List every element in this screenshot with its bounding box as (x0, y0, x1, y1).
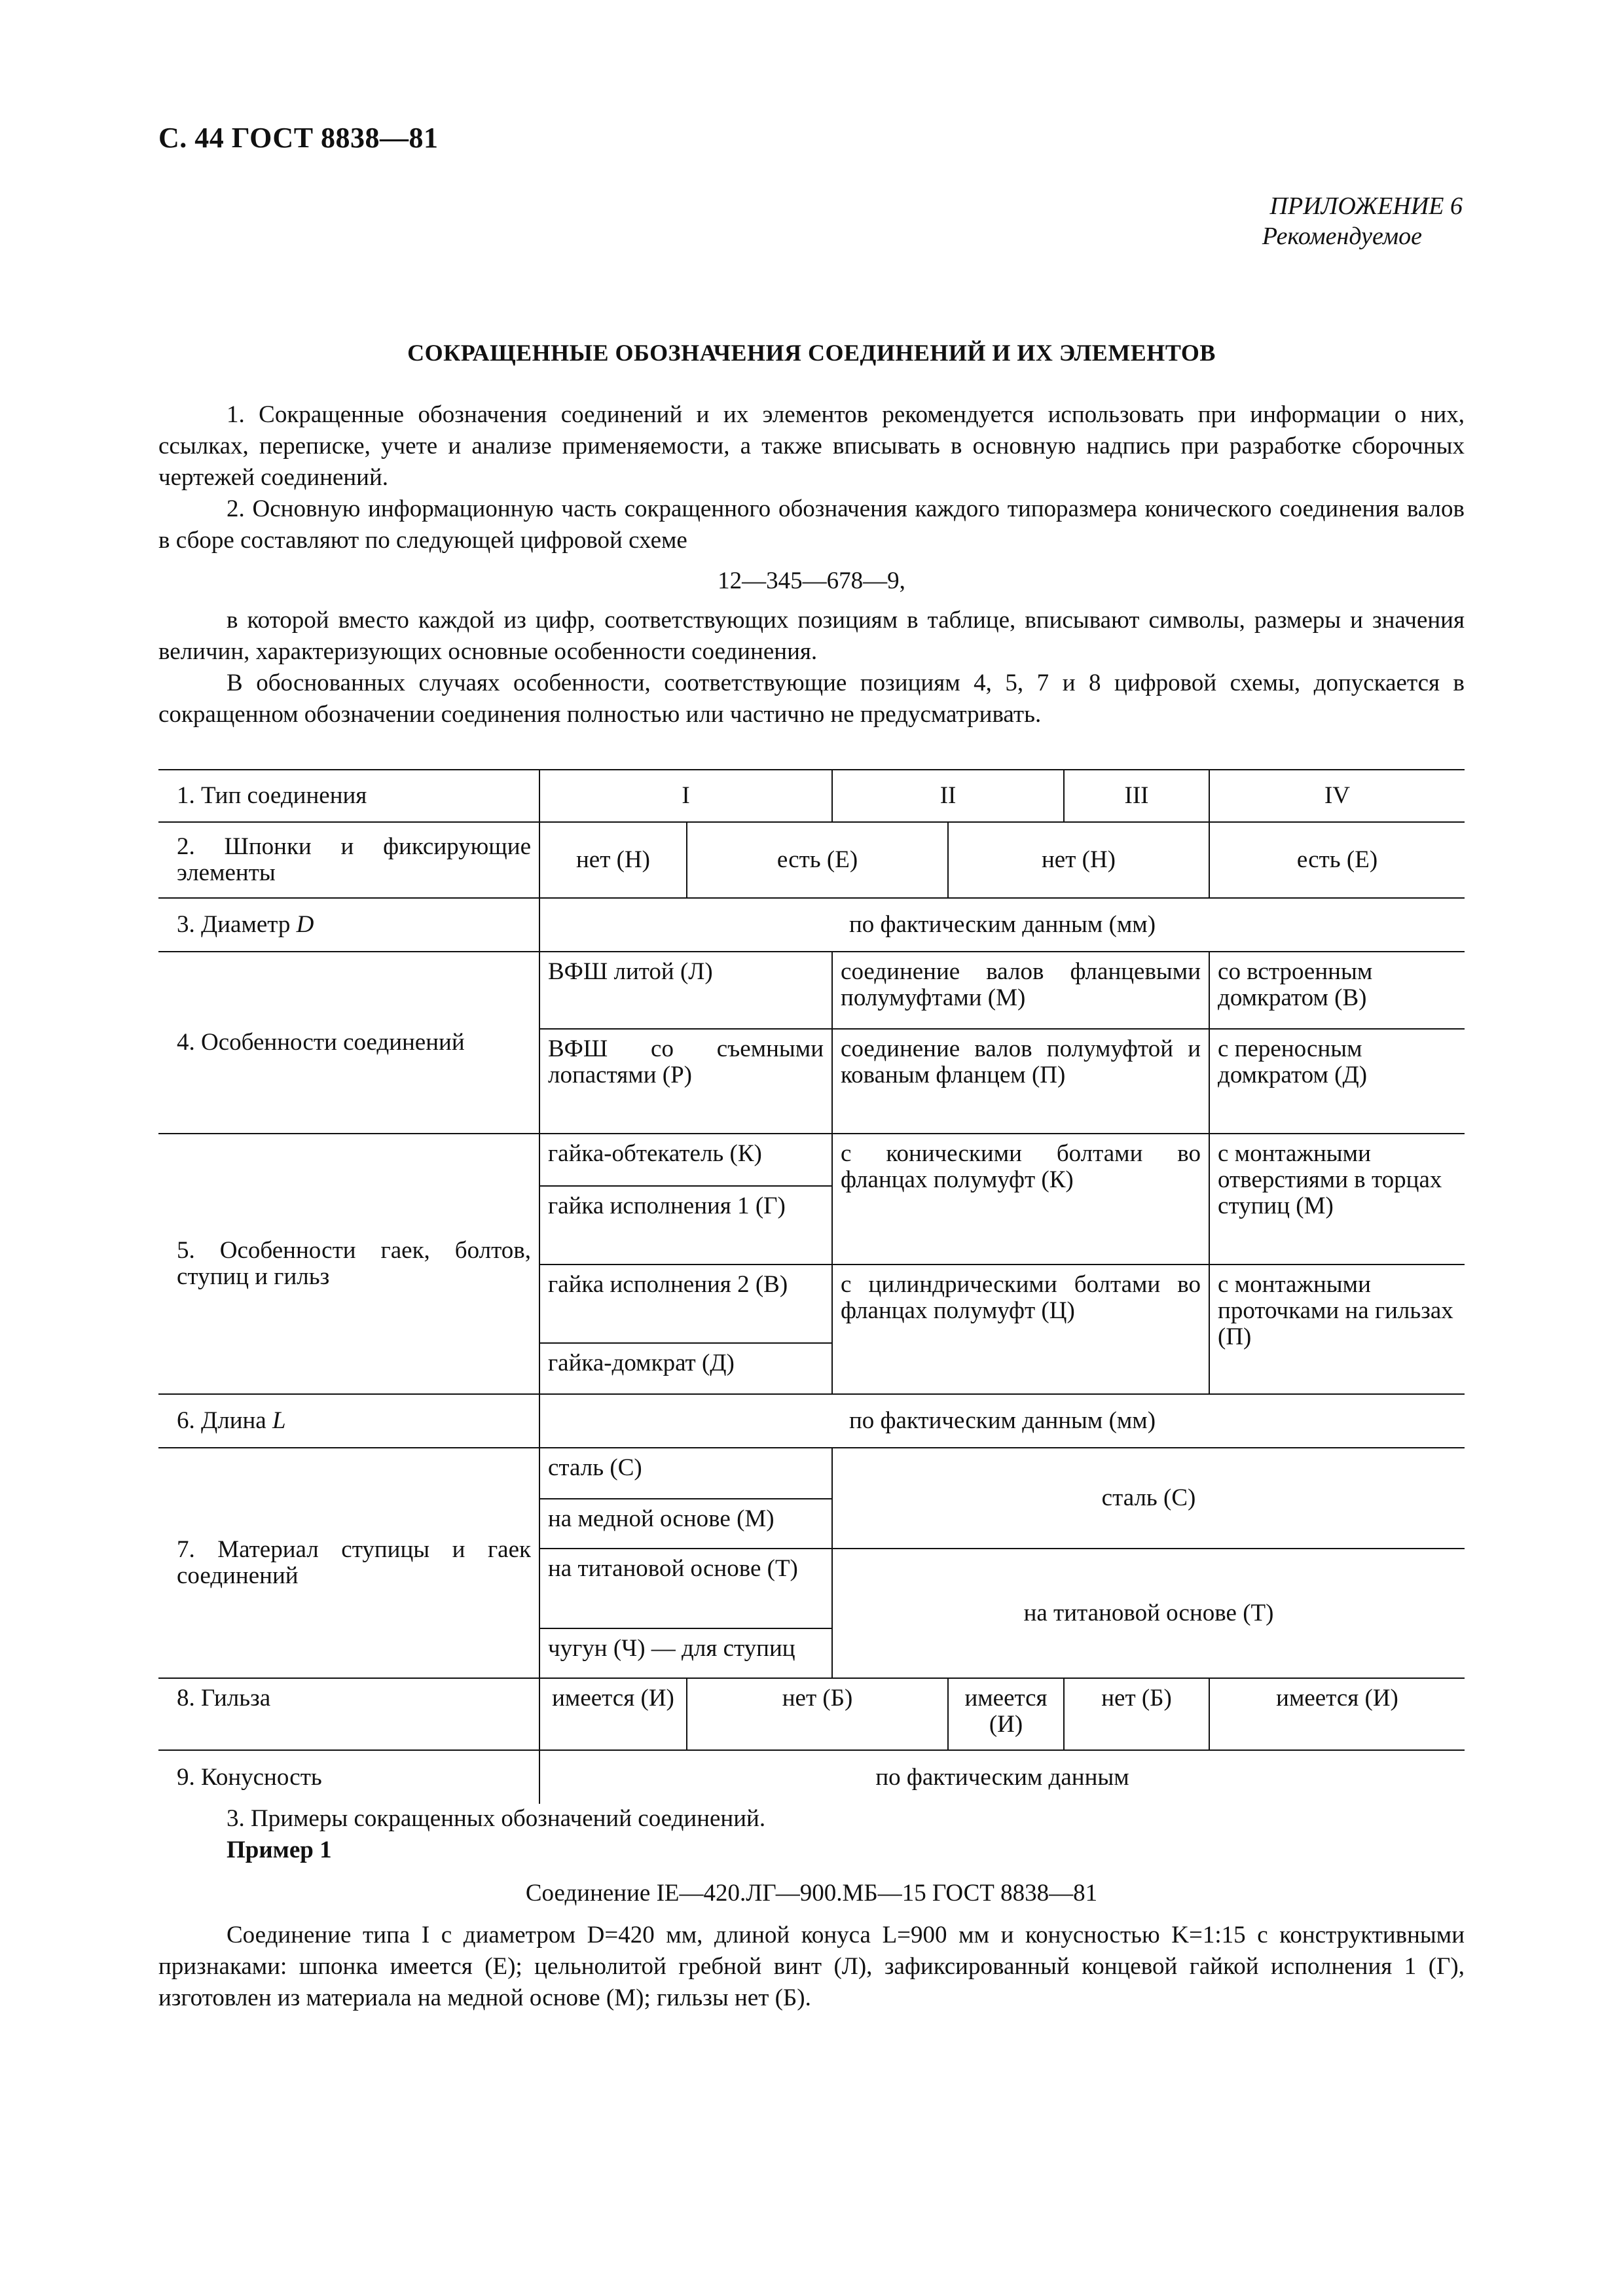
table-row (158, 822, 1465, 898)
bolt-cell: с коническими болтами во фланцах полумуфт (К) (832, 1134, 1209, 1265)
sleeve-cell: имеется (И) (948, 1678, 1064, 1750)
paragraph-2: 2. Основную информационную часть сокращенного обозначения каждого типоразмера конического соединения валов в сборе составляют по следующей цифровой схеме (158, 495, 1465, 554)
hub-cell: с монтажными отверстиями в торцах ступиц (М) (1209, 1134, 1465, 1265)
keys-cell: есть (Е) (687, 822, 948, 898)
table-row (158, 1678, 1465, 1750)
nut-cell: гайка-домкрат (Д) (539, 1343, 832, 1394)
table-row (158, 770, 1465, 822)
diameter-value: по фактическим данным (мм) (539, 898, 1465, 952)
example-designation: Соединение IЕ—420.ЛГ—900.МБ—15 ГОСТ 8838—81 (525, 1880, 1098, 1907)
intro-text (158, 399, 1465, 730)
digit-scheme: 12—345—678—9, (718, 567, 905, 594)
paragraph-4: В обоснованных случаях особенности, соответствующие позициям 4, 5, 7 и 8 цифровой схемы, допускается в сокращенном обозначении соединения полностью или частично не предусматривать. (158, 670, 1465, 728)
sleeve-cell: имеется (И) (539, 1678, 687, 1750)
keys-cell: нет (Н) (539, 822, 687, 898)
feature-cell: со встроенным домкратом (В) (1209, 952, 1465, 1029)
row-label-length (158, 1394, 539, 1448)
keys-cell: есть (Е) (1209, 822, 1465, 898)
example-title: Пример 1 (227, 1837, 332, 1863)
feature-cell: соединение валов полумуфтой и кованым фланцем (П) (832, 1029, 1209, 1134)
row-label-nuts: 5. Особенности гаек, болтов, ступиц и гильз (158, 1134, 539, 1394)
row-label-sleeve: 8. Гильза (158, 1678, 539, 1750)
table-row (158, 1394, 1465, 1448)
appendix-title: ПРИЛОЖЕНИЕ 6 (1269, 192, 1463, 220)
designation-table (158, 769, 1465, 1804)
length-label-text: 6. Длина (177, 1407, 272, 1434)
material-right-cell: сталь (С) (832, 1448, 1465, 1549)
row-label-type: 1. Тип соединения (158, 770, 539, 822)
material-cell: сталь (С) (539, 1448, 832, 1499)
taper-value: по фактическим данным (539, 1750, 1465, 1804)
feature-cell: ВФШ со съемными лопастями (Р) (539, 1029, 832, 1134)
appendix-subtitle: Рекомендуемое (1262, 223, 1422, 250)
length-symbol: L (272, 1407, 286, 1434)
examples-intro: 3. Примеры сокращенных обозначений соединений. (227, 1805, 766, 1832)
example-description: Соединение типа I с диаметром D=420 мм, длиной конуса L=900 мм и конусностью K=1:15 с конструктивными признаками: шпонка имеется (Е); цельнолитой гребной винт (Л), зафиксированный концевой гайкой исполнения 1 (Г), изготовлен из материала на медной основе (М); гильзы нет (Б). (158, 1922, 1465, 2011)
row-label-material: 7. Материал ступицы и гаек соединений (158, 1448, 539, 1678)
row-label-diameter (158, 898, 539, 952)
material-cell: на медной основе (М) (539, 1499, 832, 1549)
hub-cell: с монтажными проточками на гильзах (П) (1209, 1265, 1465, 1394)
bolt-cell: с цилиндрическими болтами во фланцах полумуфт (Ц) (832, 1265, 1209, 1394)
table-row (158, 1448, 1465, 1499)
table-row (158, 1134, 1465, 1186)
diameter-symbol: D (296, 911, 314, 938)
document-title: СОКРАЩЕННЫЕ ОБОЗНАЧЕНИЯ СОЕДИНЕНИЙ И ИХ ЭЛЕМЕНТОВ (407, 340, 1216, 366)
sleeve-cell: имеется (И) (1209, 1678, 1465, 1750)
table-row (158, 1750, 1465, 1804)
length-value: по фактическим данным (мм) (539, 1394, 1465, 1448)
type-iv-cell: IV (1209, 770, 1465, 822)
nut-cell: гайка-обтекатель (К) (539, 1134, 832, 1186)
row-label-features: 4. Особенности соединений (158, 952, 539, 1134)
material-cell: на титановой основе (Т) (539, 1549, 832, 1628)
nut-cell: гайка исполнения 1 (Г) (539, 1186, 832, 1265)
sleeve-cell: нет (Б) (687, 1678, 948, 1750)
feature-cell: соединение валов фланцевыми полумуфтами (М) (832, 952, 1209, 1029)
page-header: С. 44 ГОСТ 8838—81 (158, 122, 439, 154)
row-label-taper: 9. Конусность (158, 1750, 539, 1804)
nut-cell: гайка исполнения 2 (В) (539, 1265, 832, 1343)
feature-cell: с переносным домкратом (Д) (1209, 1029, 1465, 1134)
diameter-label-text: 3. Диаметр (177, 911, 297, 938)
examples-section (158, 1803, 1465, 2014)
feature-cell: ВФШ литой (Л) (539, 952, 832, 1029)
type-i-cell: I (539, 770, 832, 822)
appendix-block (939, 191, 1463, 251)
material-right-cell: на титановой основе (Т) (832, 1549, 1465, 1678)
table-row (158, 898, 1465, 952)
sleeve-cell: нет (Б) (1064, 1678, 1209, 1750)
paragraph-1: 1. Сокращенные обозначения соединений и их элементов рекомендуется использовать при информации о них, ссылках, переписке, учете и анализе применяемости, а также вписывать в основную надпись при разработке сборочных чертежей соединений. (158, 401, 1465, 491)
type-iii-cell: III (1064, 770, 1209, 822)
row-label-keys: 2. Шпонки и фиксирующие элементы (158, 822, 539, 898)
material-cell: чугун (Ч) — для ступиц (539, 1628, 832, 1678)
type-ii-cell: II (832, 770, 1064, 822)
paragraph-3: в которой вместо каждой из цифр, соответствующих позициям в таблице, вписывают символы, размеры и значения величин, характеризующих основные особенности соединения. (158, 607, 1465, 665)
table-row (158, 952, 1465, 1029)
keys-cell: нет (Н) (948, 822, 1209, 898)
